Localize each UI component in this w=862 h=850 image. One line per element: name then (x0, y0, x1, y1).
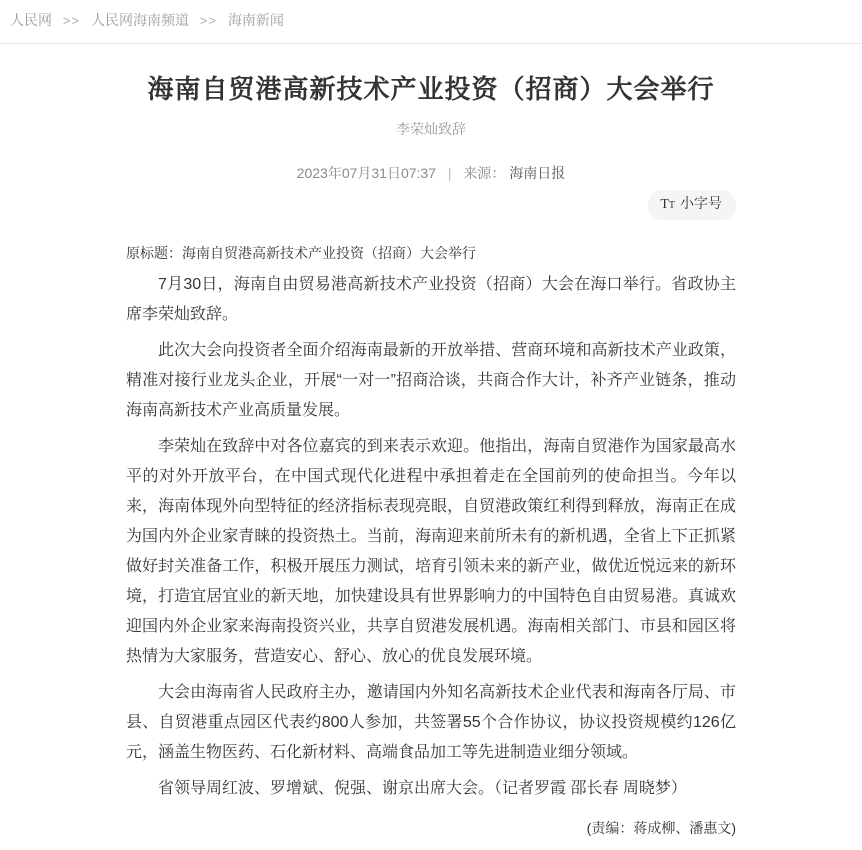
font-size-icon-small-t: T (668, 200, 675, 211)
article-body (126, 270, 736, 804)
publish-date: 2023年07月31日07:37 (296, 165, 436, 181)
original-title: 原标题：海南自贸港高新技术产业投资（招商）大会举行 (126, 244, 476, 261)
article-paragraph: 此次大会向投资者全面介绍海南最新的开放举措、营商环境和高新技术产业政策，精准对接行业龙头企业，开展“一对一”招商洽谈，共商合作大计，补齐产业链条，推动海南高新技术产业高质量发展。 (126, 341, 736, 419)
source-link[interactable]: 海南日报 (509, 165, 566, 181)
article-content (126, 72, 736, 850)
article-toolbar (126, 190, 736, 220)
article-paragraph: 李荣灿在致辞中对各位嘉宾的到来表示欢迎。他指出，海南自贸港作为国家最高水平的对外开放平台，在中国式现代化进程中承担着走在全国前列的使命担当。今年以来，海南体现外向型特征的经济指标表现亮眼，自贸港政策红利得到释放，海南正在成为国内外企业家青睐的投资热土。当前，海南迎来前所未有的新机遇，全省上下正抓紧做好封关准备工作，积极开展压力测试，培育引领未来的新产业，做优近悦远来的新环境，打造宜居宜业的新天地，加快建设具有世界影响力的中国特色自由贸易港。真诚欢迎国内外企业家来海南投资兴业，共享自贸港发展机遇。海南相关部门、市县和园区将热情为大家服务，营造安心、舒心、放心的优良发展环境。 (126, 437, 736, 665)
meta-divider: | (447, 165, 452, 181)
breadcrumb-separator: >> (62, 13, 81, 28)
breadcrumb-separator: >> (199, 13, 218, 28)
breadcrumb-link-hainan-channel[interactable]: 人民网海南频道 (90, 12, 189, 28)
font-size-button[interactable] (648, 190, 736, 220)
font-size-icon (660, 195, 675, 214)
article-meta (126, 163, 736, 183)
source-label: 来源： (463, 165, 506, 181)
article-paragraph: 7月30日，海南自由贸易港高新技术产业投资（招商）大会在海口举行。省政协主席李荣灿致辞。 (126, 275, 736, 323)
breadcrumb-link-hainan-news[interactable]: 海南新闻 (227, 12, 284, 28)
font-size-icon-large-t: T (660, 197, 669, 212)
article-subtitle: 李荣灿致辞 (396, 121, 466, 137)
page-title: 海南自贸港高新技术产业投资（招商）大会举行 (147, 74, 715, 104)
breadcrumb-link-peoples-daily-online[interactable]: 人民网 (10, 12, 52, 28)
article-paragraph: 大会由海南省人民政府主办，邀请国内外知名高新技术企业代表和海南各厅局、市县、自贸港重点园区代表约800人参加，共签署55个合作协议，协议投资规模约126亿元，涵盖生物医药、石化新材料、高端食品加工等先进制造业细分领域。 (126, 683, 736, 761)
breadcrumb (0, 0, 862, 44)
font-size-label: 小字号 (680, 195, 722, 211)
editor-note: (责编：蒋成柳、潘惠文) (586, 819, 736, 836)
article-paragraph: 省领导周红波、罗增斌、倪强、谢京出席大会。（记者罗霞 邵长春 周晓梦） (158, 779, 687, 797)
